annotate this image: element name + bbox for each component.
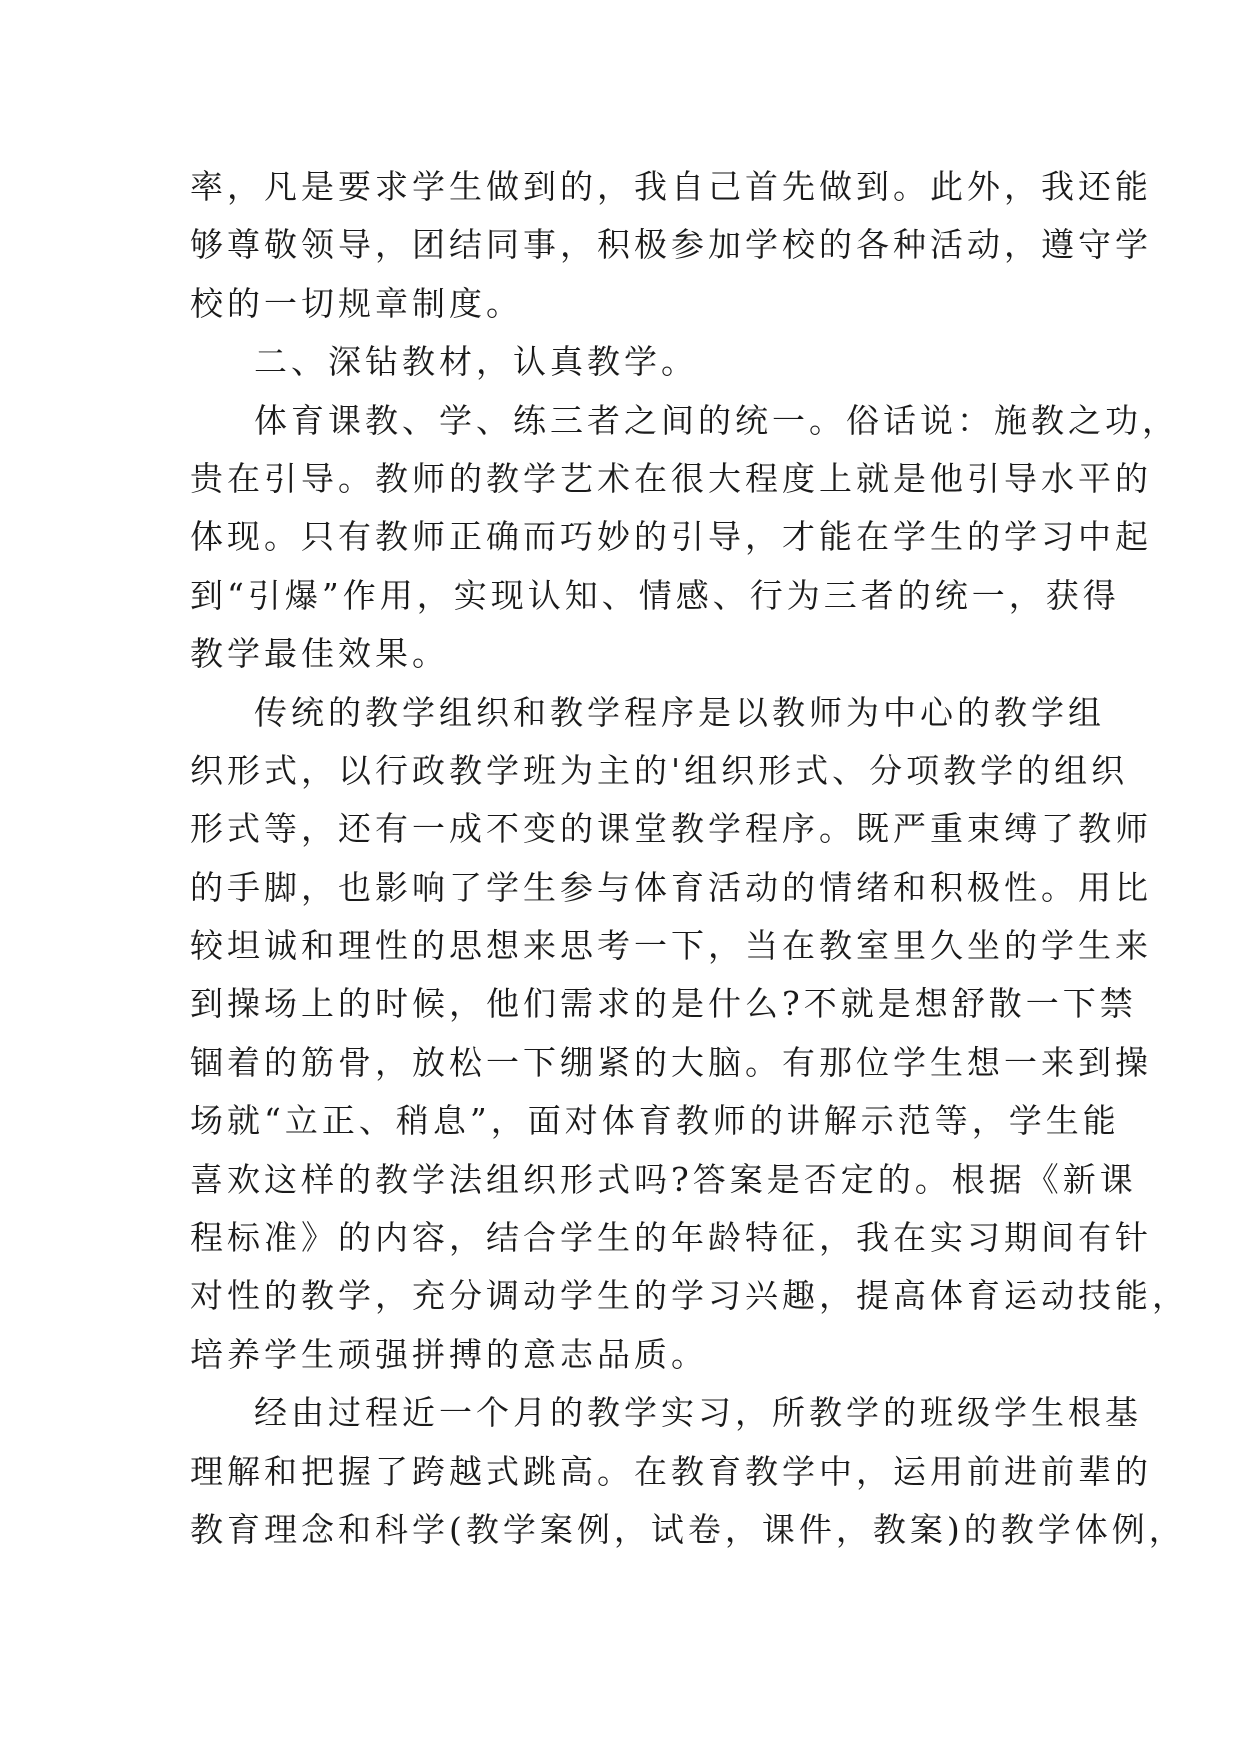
text-line: 贵在引导。教师的教学艺术在很大程度上就是他引导水平的 (190, 458, 1152, 498)
text-line: 场就“立正、稍息”，面对体育教师的讲解示范等，学生能 (190, 1101, 1120, 1141)
text-line: 形式等，还有一成不变的课堂教学程序。既严重束缚了教师 (190, 809, 1152, 849)
text-line: 程标准》的内容，结合学生的年龄特征，我在实习期间有针 (190, 1218, 1152, 1258)
text-line: 校的一切规章制度。 (190, 283, 523, 323)
paragraph-1 (190, 158, 1152, 333)
text-line: 喜欢这样的教学法组织形式吗?答案是否定的。根据《新课 (190, 1159, 1137, 1199)
text-line: 体现。只有教师正确而巧妙的引导，才能在学生的学习中起 (190, 517, 1152, 557)
paragraph-3 (190, 392, 1179, 684)
paragraph-5 (190, 1384, 1186, 1559)
text-line: 教学最佳效果。 (190, 634, 449, 674)
text-line: 够尊敬领导，团结同事，积极参加学校的各种活动，遵守学 (190, 225, 1152, 265)
text-line: 对性的教学，充分调动学生的学习兴趣，提高体育运动技能， (190, 1276, 1189, 1316)
text-line: 理解和把握了跨越式跳高。在教育教学中，运用前进前辈的 (190, 1451, 1152, 1491)
paragraph-4 (190, 684, 1189, 1385)
section-heading (190, 333, 1056, 391)
text-line: 织形式，以行政教学班为主的'组织形式、分项教学的组织 (190, 750, 1129, 790)
text-line: 锢着的筋骨，放松一下绷紧的大脑。有那位学生想一来到操 (190, 1042, 1152, 1082)
text-line: 较坦诚和理性的思想来思考一下，当在教室里久坐的学生来 (190, 926, 1152, 966)
text-line: 率，凡是要求学生做到的，我自己首先做到。此外，我还能 (190, 167, 1152, 206)
text-line: 教育理念和科学(教学案例，试卷，课件，教案)的教学体例， (190, 1509, 1186, 1549)
text-line: 经由过程近一个月的教学实习，所教学的班级学生根基 (254, 1393, 1142, 1433)
text-line: 到“引爆”作用，实现认知、情感、行为三者的统一，获得 (190, 575, 1120, 615)
text-line: 传统的教学组织和教学程序是以教师为中心的教学组 (254, 692, 1105, 732)
section-heading-text: 二、深钻教材，认真教学。 (254, 342, 698, 382)
text-line: 的手脚，也影响了学生参与体育活动的情绪和积极性。用比 (190, 867, 1152, 907)
text-line: 到操场上的时候，他们需求的是什么?不就是想舒散一下禁 (190, 984, 1137, 1024)
text-line: 体育课教、学、练三者之间的统一。俗话说：施教之功， (254, 400, 1179, 440)
document-body (190, 158, 1189, 1559)
text-line: 培养学生顽强拼搏的意志品质。 (190, 1334, 708, 1374)
